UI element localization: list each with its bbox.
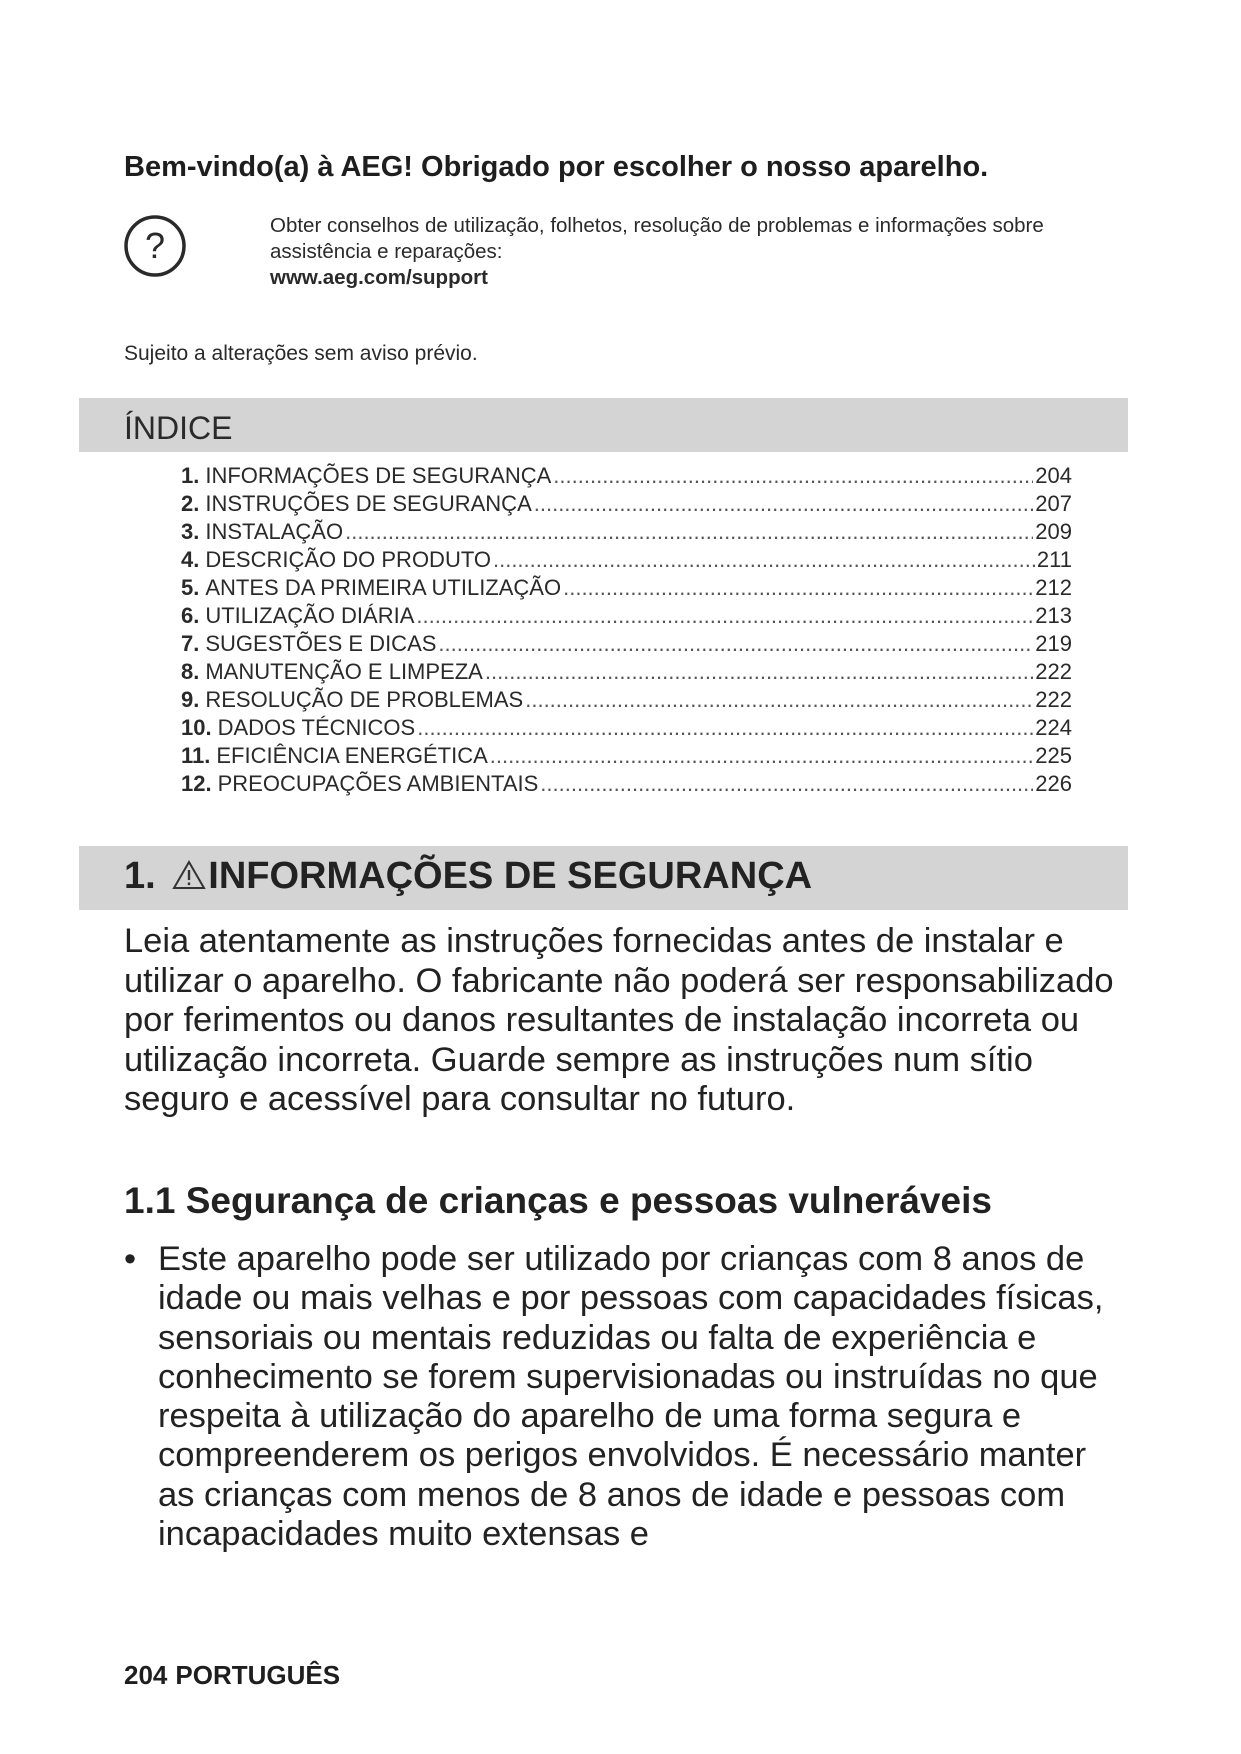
bullet-text: Este aparelho pode ser utilizado por crianças com 8 anos de idade ou mais velhas e por pessoas com capacidades físicas, sensoriais ou mentais reduzidas ou falta de experiência e conhecimento se forem supervisionadas ou instruídas no que respeita à utilização do aparelho de uma forma segura e compreenderem os perigos envolvidos. É necessário manter as crianças com menos de 8 anos de idade e pessoas com incapacidades muito extensas e [158, 1240, 1104, 1554]
toc-leader-dots [490, 742, 1034, 770]
footer-language: PORTUGUÊS [175, 1660, 341, 1690]
toc-item-number: 11. [181, 743, 211, 768]
toc-leader-dots [553, 462, 1033, 490]
toc-item[interactable] [181, 518, 1072, 546]
toc-item-label: DESCRIÇÃO DO PRODUTO [205, 547, 491, 572]
toc-item-page: 213 [1035, 603, 1072, 628]
toc-item-label: EFICIÊNCIA ENERGÉTICA [216, 743, 488, 768]
toc-item-number: 1. [181, 463, 200, 488]
toc-item-page: 226 [1035, 771, 1072, 796]
toc-item[interactable] [181, 462, 1072, 490]
toc-item-label: MANUTENÇÃO E LIMPEZA [205, 659, 483, 684]
section-number: 1. [124, 855, 156, 897]
subsection-heading: 1.1 Segurança de crianças e pessoas vulneráveis [124, 1180, 992, 1221]
toc-item-number: 4. [181, 547, 200, 572]
toc-item-label: INFORMAÇÕES DE SEGURANÇA [205, 463, 552, 488]
toc-item-number: 2. [181, 491, 200, 516]
page-footer [124, 1660, 340, 1691]
change-notice: Sujeito a alterações sem aviso prévio. [124, 342, 478, 365]
toc-item[interactable] [181, 574, 1072, 602]
toc-item-number: 9. [181, 687, 200, 712]
section-header-bar [79, 846, 1128, 910]
toc-item-number: 8. [181, 659, 200, 684]
toc-item-label: PREOCUPAÇÕES AMBIENTAIS [217, 771, 539, 796]
toc-leader-dots [417, 714, 1033, 742]
toc-item-page: 212 [1035, 575, 1072, 600]
toc-leader-dots [563, 574, 1033, 602]
toc-leader-dots [438, 630, 1033, 658]
toc-item-label: DADOS TÉCNICOS [217, 715, 416, 740]
toc-item-label: INSTALAÇÃO [205, 519, 344, 544]
toc-item-label: INSTRUÇÕES DE SEGURANÇA [205, 491, 532, 516]
toc-item[interactable] [181, 658, 1072, 686]
toc-item-page: 207 [1035, 491, 1072, 516]
svg-text:?: ? [144, 225, 166, 266]
toc-item-page: 222 [1035, 687, 1072, 712]
warning-triangle-icon [172, 860, 206, 890]
support-description: Obter conselhos de utilização, folhetos, resolução de problemas e informações sobre assistência e reparações: [270, 214, 1044, 263]
toc-item[interactable] [181, 742, 1072, 770]
toc-item-number: 12. [181, 771, 212, 796]
section-title-text: INFORMAÇÕES DE SEGURANÇA [208, 855, 813, 897]
toc-item-label: ANTES DA PRIMEIRA UTILIZAÇÃO [205, 575, 562, 600]
toc-item[interactable] [181, 686, 1072, 714]
toc-item[interactable] [181, 770, 1072, 798]
support-link[interactable]: www.aeg.com/support [270, 266, 488, 289]
toc-leader-dots [525, 686, 1033, 714]
toc-leader-dots [493, 546, 1035, 574]
index-title: ÍNDICE [124, 410, 233, 446]
toc-item[interactable] [181, 546, 1072, 574]
toc-item-label: RESOLUÇÃO DE PROBLEMAS [205, 687, 524, 712]
safety-intro-paragraph: Leia atentamente as instruções fornecidas antes de instalar e utilizar o aparelho. O fabricante não poderá ser responsabilizado por ferimentos ou danos resultantes de instalação incorreta ou utilização incorreta. Guarde sempre as instruções num sítio seguro e acessível para consultar no futuro. [124, 922, 1114, 1118]
toc-item-page: 209 [1035, 519, 1072, 544]
toc-leader-dots [540, 770, 1033, 798]
toc-item-page: 219 [1035, 631, 1072, 656]
toc-leader-dots [416, 602, 1033, 630]
toc-item-number: 5. [181, 575, 200, 600]
toc-item[interactable] [181, 490, 1072, 518]
bullet-mark: • [124, 1240, 137, 1278]
toc-item-page: 224 [1035, 715, 1072, 740]
footer-page-number: 204 [124, 1660, 168, 1690]
question-circle-icon [122, 213, 188, 279]
table-of-contents [181, 462, 1072, 798]
toc-item-number: 3. [181, 519, 200, 544]
toc-item-number: 7. [181, 631, 200, 656]
toc-leader-dots [485, 658, 1033, 686]
support-info [270, 213, 1140, 291]
welcome-heading: Bem-vindo(a) à AEG! Obrigado por escolher o nosso aparelho. [124, 151, 989, 183]
section-title [124, 855, 812, 898]
toc-item-page: 211 [1036, 547, 1072, 572]
toc-item[interactable] [181, 602, 1072, 630]
index-header-bar [79, 398, 1128, 452]
toc-item-page: 225 [1035, 743, 1072, 768]
toc-item-number: 10. [181, 715, 212, 740]
toc-item-number: 6. [181, 603, 200, 628]
toc-item[interactable] [181, 630, 1072, 658]
toc-item[interactable] [181, 714, 1072, 742]
list-item [124, 1240, 1124, 1554]
toc-item-page: 222 [1035, 659, 1072, 684]
toc-item-label: SUGESTÕES E DICAS [205, 631, 437, 656]
toc-leader-dots [345, 518, 1033, 546]
toc-item-page: 204 [1035, 463, 1072, 488]
toc-item-label: UTILIZAÇÃO DIÁRIA [205, 603, 415, 628]
toc-leader-dots [534, 490, 1034, 518]
